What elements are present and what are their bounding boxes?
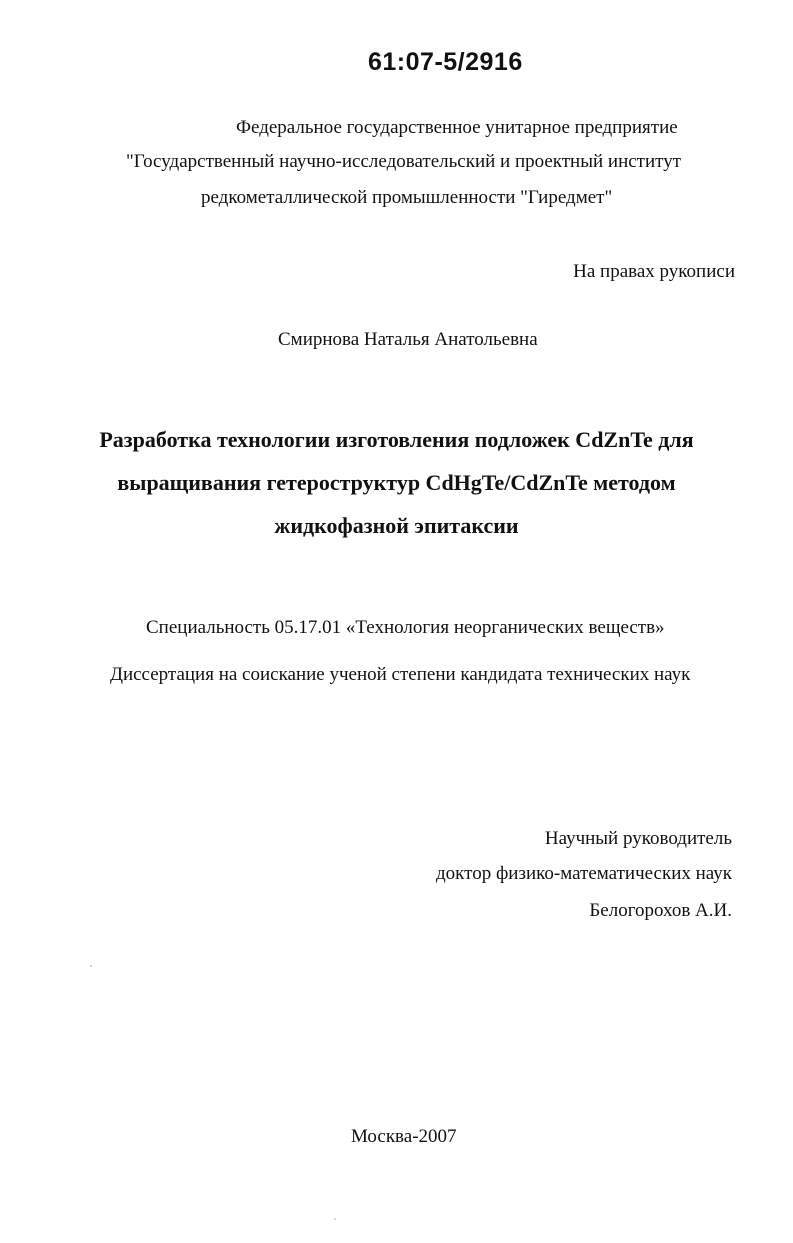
thesis-title-line-3: жидкофазной эпитаксии (274, 513, 519, 538)
organization-line-1: Федеральное государственное унитарное предприятие (236, 117, 678, 138)
thesis-title-line-2: выращивания гетероструктур CdHgTe/CdZnTe методом (117, 470, 676, 495)
scan-speck (90, 965, 92, 967)
supervisor-role: Научный руководитель (544, 828, 732, 849)
specialty-line: Специальность 05.17.01 «Технология неорганических веществ» (146, 617, 665, 638)
supervisor-degree: доктор физико-математических наук (436, 863, 732, 884)
thesis-title-line-1: Разработка технологии изготовления подложек CdZnTe для (99, 427, 694, 452)
manuscript-rights-note: На правах рукописи (573, 261, 735, 282)
supervisor-name: Белогорохов А.И. (589, 900, 732, 921)
organization-line-3: редкометаллической промышленности "Гиредмет" (201, 187, 613, 208)
degree-line: Диссертация на соискание ученой степени кандидата технических наук (110, 664, 691, 685)
city-year: Москва-2007 (351, 1126, 457, 1147)
scan-speck (334, 1218, 336, 1220)
archive-code-stamp: 61:07-5/2916 (368, 48, 523, 76)
organization-line-2: "Государственный научно-исследовательский и проектный институт (126, 151, 682, 172)
author-name: Смирнова Наталья Анатольевна (278, 329, 538, 350)
